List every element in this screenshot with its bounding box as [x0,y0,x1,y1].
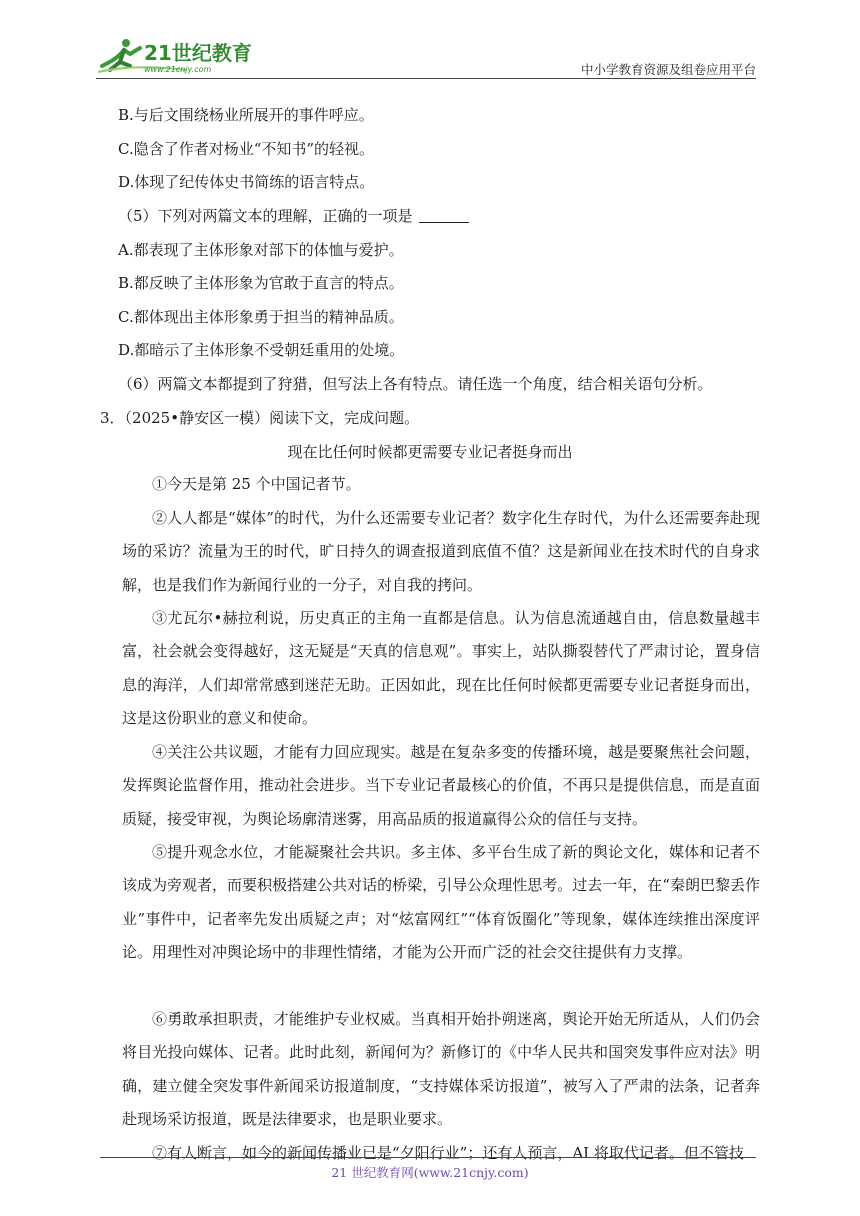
runner-logo-icon [96,36,266,76]
article-paragraph-2: ②人人都是“媒体”的时代，为什么还需要专业记者？数字化生存时代，为什么还需要奔赴现场的采访？流量为王的时代，旷日持久的调查报道到底值不值？这是新闻业在技术时代的自身求解，也是我们作为新闻行业的一分子，对自我的拷问。 [122,509,760,594]
logo-url: www.21cnjy.com [144,65,212,74]
question-5-stem: （5）下列对两篇文本的理解，正确的一项是 [118,207,413,225]
footer-divider [100,1157,756,1158]
logo-text: 21世纪教育 [144,41,252,65]
question-6: （6）两篇文本都提到了狩猎，但写法上各有特点。请任选一个角度，结合相关语句分析。 [118,375,713,393]
article-paragraph-4: ④关注公共议题，才能有力回应现实。越是在复杂多变的传播环境，越是要聚焦社会问题，发挥舆论监督作用，推动社会进步。当下专业记者最核心的价值，不再只是提供信息，而是直面质疑，接受审视，为舆论场廓清迷雾，用高品质的报道赢得公众的信任与支持。 [122,743,760,828]
option-d-q5: D.都暗示了主体形象不受朝廷重用的处境。 [118,341,405,359]
question-5 [118,206,469,226]
page-header [96,30,756,80]
article-paragraph-6: ⑥勇敢承担职责，才能维护专业权威。当真相开始扑朔迷离，舆论开始无所适从，人们仍会将目光投向媒体、记者。此时此刻，新闻何为？新修订的《中华人民共和国突发事件应对法》明确，建立健全突发事件新闻采访报道制度，“支持媒体采访报道”，被写入了严肃的法条，记者奔赴现场采访报道，既是法律要求，也是职业要求。 [122,1010,760,1129]
option-c-q4: C.隐含了作者对杨业“不知书”的轻视。 [118,140,375,158]
option-a-q5: A.都表现了主体形象对部下的体恤与爱护。 [118,241,404,259]
article-paragraph-1: ①今天是第 25 个中国记者节。 [152,475,361,493]
option-b-q4: B.与后文围绕杨业所展开的事件呼应。 [118,106,374,124]
article-paragraph-3: ③尤瓦尔•赫拉利说，历史真正的主角一直都是信息。认为信息流通越自由，信息数量越丰富，社会就会变得越好，这无疑是“天真的信息观”。事实上，站队撕裂替代了严肃讨论，置身信息的海洋，人们却常常感到迷茫无助。正因如此，现在比任何时候都更需要专业记者挺身而出，这是这份职业的意义和使命。 [122,609,760,728]
option-b-q5: B.都反映了主体形象为官敢于直言的特点。 [118,274,404,292]
article-title: 现在比任何时候都更需要专业记者挺身而出 [287,443,573,461]
platform-name: 中小学教育资源及组卷应用平台 [580,62,756,77]
header-divider [96,78,756,79]
article-paragraph-7: ⑦有人断言，如今的新闻传播业已是“夕阳行业”；还有人预言，AI 将取代记者。但不管技 [152,1144,744,1162]
page-footer[interactable]: 21 世纪教育网(www.21cnjy.com) [331,1165,529,1180]
site-logo[interactable] [96,36,266,76]
question-3-intro: 3．（2025•静安区一模）阅读下文，完成问题。 [100,409,420,427]
option-c-q5: C.都体现出主体形象勇于担当的精神品质。 [118,308,404,326]
article-paragraph-5: ⑤提升观念水位，才能凝聚社会共识。多主体、多平台生成了新的舆论文化，媒体和记者不该成为旁观者，而要积极搭建公共对话的桥梁，引导公众理性思考。过去一年，在“秦朗巴黎丢作业”事件中，记者率先发出质疑之声；对“炫富网红”“体育饭圈化”等现象，媒体连续推出深度评论。用理性对冲舆论场中的非理性情绪，才能为公开而广泛的社会交往提供有力支撑。 [122,843,760,962]
option-d-q4: D.体现了纪传体史书简练的语言特点。 [118,173,375,191]
answer-blank[interactable] [419,208,469,223]
